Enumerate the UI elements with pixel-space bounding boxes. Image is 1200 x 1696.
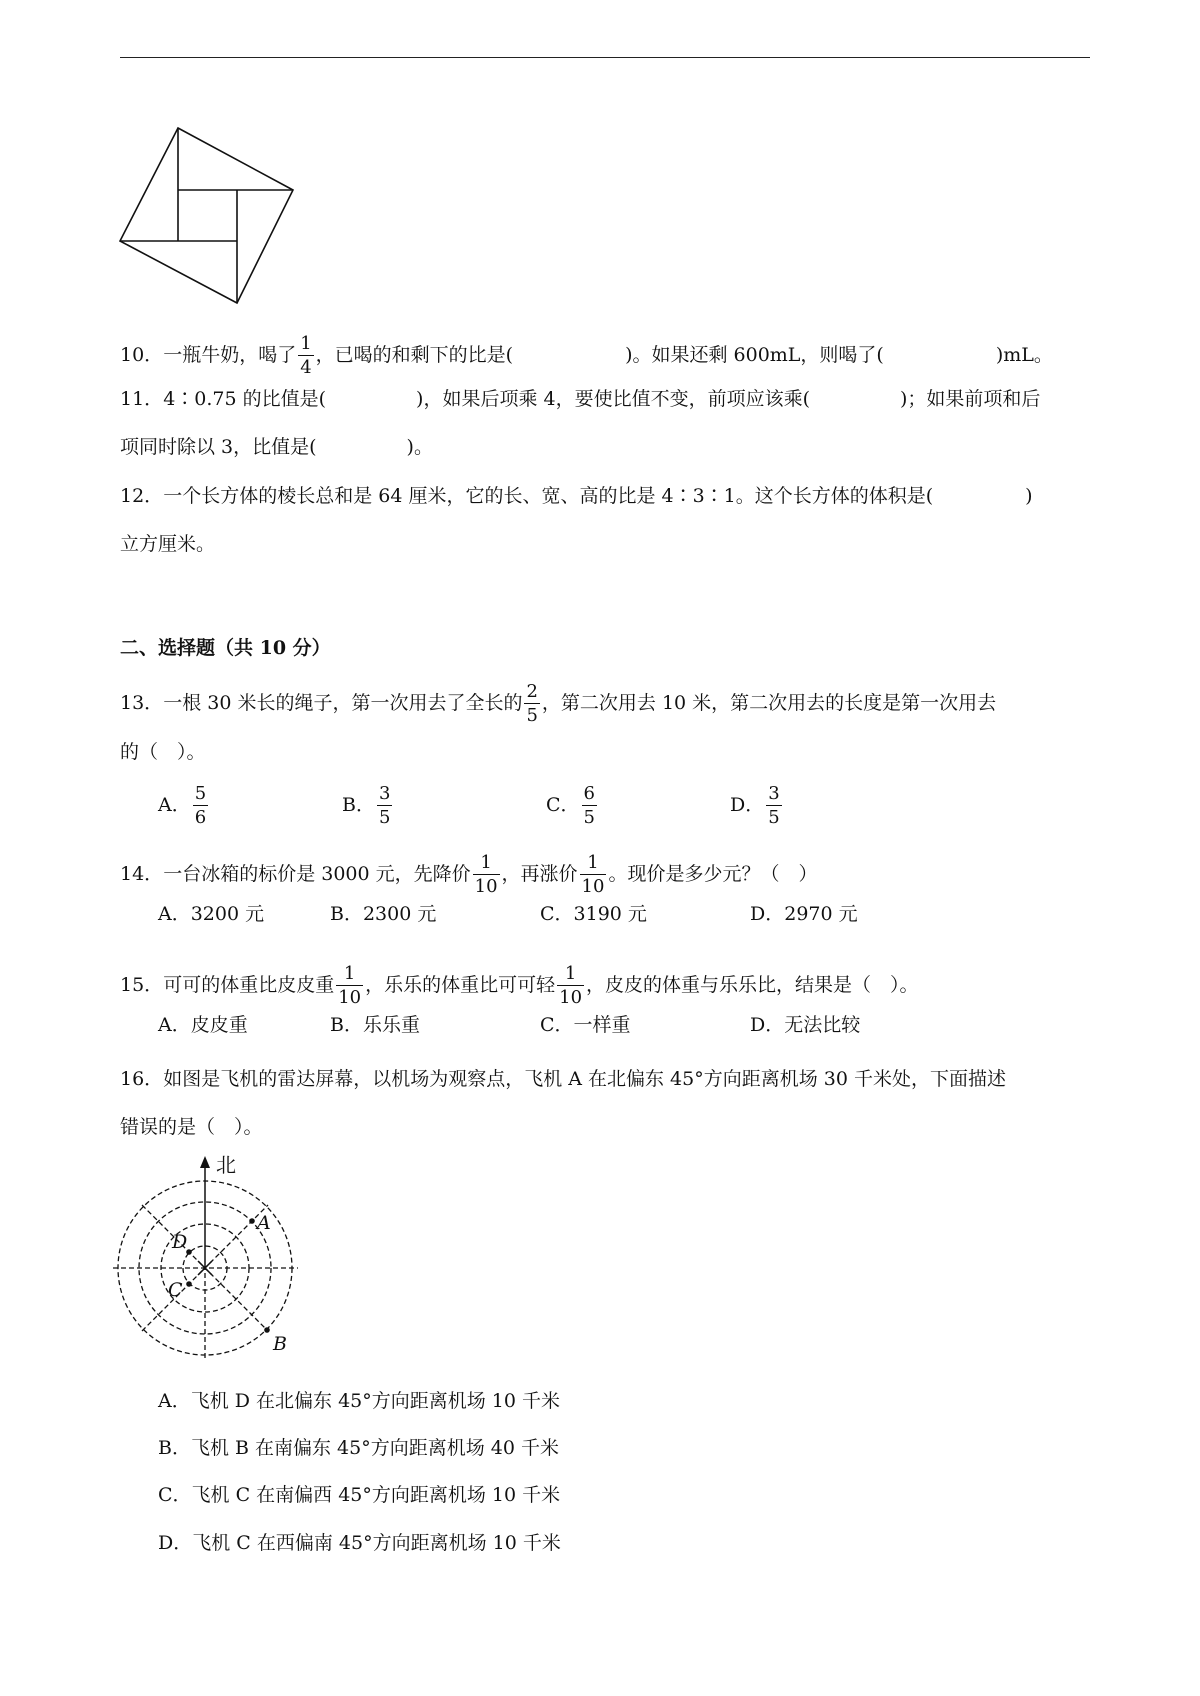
plane-a-label: A	[257, 1212, 271, 1234]
plane-a-dot	[249, 1218, 255, 1224]
radar-screen-figure	[110, 1150, 310, 1360]
question-15: 15．可可的体重比皮皮重 $\frac{1}{10}$ ，乐乐的体重比可可轻 $\frac{1}{10}$ ，皮皮的体重与乐乐比，结果是（ ）。	[120, 963, 919, 1008]
option-c[interactable]: C．3190 元	[540, 903, 647, 925]
plane-c-label: C	[168, 1279, 183, 1301]
question-14: 14．一台冰箱的标价是 3000 元，先降价 $\frac{1}{10}$ ，再涨价 $\frac{1}{10}$ 。现价是多少元？（ ）	[120, 852, 818, 897]
north-label: 北	[216, 1153, 236, 1177]
question-number: 15．	[120, 974, 164, 996]
fraction: $\frac{1}{10}$	[581, 852, 605, 897]
option-a[interactable]: A．飞机 D 在北偏东 45°方向距离机场 10 千米	[158, 1390, 561, 1412]
option-c[interactable]: C． $\frac{6}{5}$	[546, 783, 595, 828]
option-b[interactable]: B． $\frac{3}{5}$	[342, 783, 391, 828]
option-b[interactable]: B．2300 元	[330, 903, 437, 925]
question-10: 10．一瓶牛奶，喝了 $\frac{1}{4}$ ，已喝的和剩下的比是( )。如果还剩 600mL，则喝了( )mL。	[120, 333, 1053, 378]
question-number: 11．	[120, 388, 164, 410]
option-d[interactable]: D． $\frac{3}{5}$	[730, 783, 780, 828]
fraction: $\frac{3}{5}$	[768, 783, 780, 828]
question-number: 12．	[120, 485, 164, 507]
square-pinwheel-figure	[112, 126, 298, 306]
plane-c-dot	[186, 1281, 192, 1287]
header-rule	[120, 57, 1090, 58]
question-12-line-2: 立方厘米。	[120, 533, 216, 555]
question-number: 13．	[120, 692, 164, 714]
option-d[interactable]: D．无法比较	[750, 1014, 861, 1036]
fraction: $\frac{1}{10}$	[559, 963, 583, 1008]
fraction: $\frac{1}{4}$	[300, 333, 312, 378]
option-a[interactable]: A．3200 元	[158, 903, 265, 925]
option-d[interactable]: D．2970 元	[750, 903, 858, 925]
fraction: $\frac{6}{5}$	[583, 783, 595, 828]
fraction: $\frac{3}{5}$	[378, 783, 391, 828]
question-16-line-2: 错误的是（ ）。	[120, 1116, 263, 1138]
question-11: 11．4∶0.75 的比值是( )，如果后项乘 4，要使比值不变，前项应该乘( )；如果前项和后	[120, 388, 1041, 410]
section-title: 二、选择题（共 10 分）	[120, 637, 331, 659]
plane-b-label: B	[273, 1333, 287, 1355]
option-b[interactable]: B．乐乐重	[330, 1014, 420, 1036]
question-11-line-2: 项同时除以 3，比值是( )。	[120, 436, 433, 458]
option-a[interactable]: A．皮皮重	[158, 1014, 248, 1036]
question-16: 16．如图是飞机的雷达屏幕，以机场为观察点，飞机 A 在北偏东 45°方向距离机场 30 千米处，下面描述	[120, 1068, 1006, 1090]
fraction: $\frac{1}{10}$	[474, 852, 498, 897]
fraction: $\frac{1}{10}$	[338, 963, 362, 1008]
fraction: $\frac{5}{6}$	[194, 783, 207, 828]
option-b[interactable]: B．飞机 B 在南偏东 45°方向距离机场 40 千米	[158, 1437, 559, 1459]
option-d[interactable]: D．飞机 C 在西偏南 45°方向距离机场 10 千米	[158, 1532, 561, 1554]
option-c[interactable]: C．一样重	[540, 1014, 631, 1036]
plane-d-label: D	[172, 1231, 188, 1253]
question-13: 13．一根 30 米长的绳子，第一次用去了全长的 $\frac{2}{5}$ ，第二次用去 10 米，第二次用去的长度是第一次用去	[120, 681, 997, 726]
question-13-line-2: 的（ ）。	[120, 741, 206, 763]
question-number: 10．	[120, 344, 164, 366]
question-number: 16．	[120, 1068, 164, 1090]
question-number: 14．	[120, 863, 164, 885]
plane-b-dot	[264, 1327, 270, 1333]
fraction: $\frac{2}{5}$	[526, 681, 538, 726]
option-c[interactable]: C．飞机 C 在南偏西 45°方向距离机场 10 千米	[158, 1484, 561, 1506]
question-12: 12．一个长方体的棱长总和是 64 厘米，它的长、宽、高的比是 4∶3∶1。这个长方体的体积是( )	[120, 485, 1033, 507]
option-a[interactable]: A． $\frac{5}{6}$	[158, 783, 207, 828]
